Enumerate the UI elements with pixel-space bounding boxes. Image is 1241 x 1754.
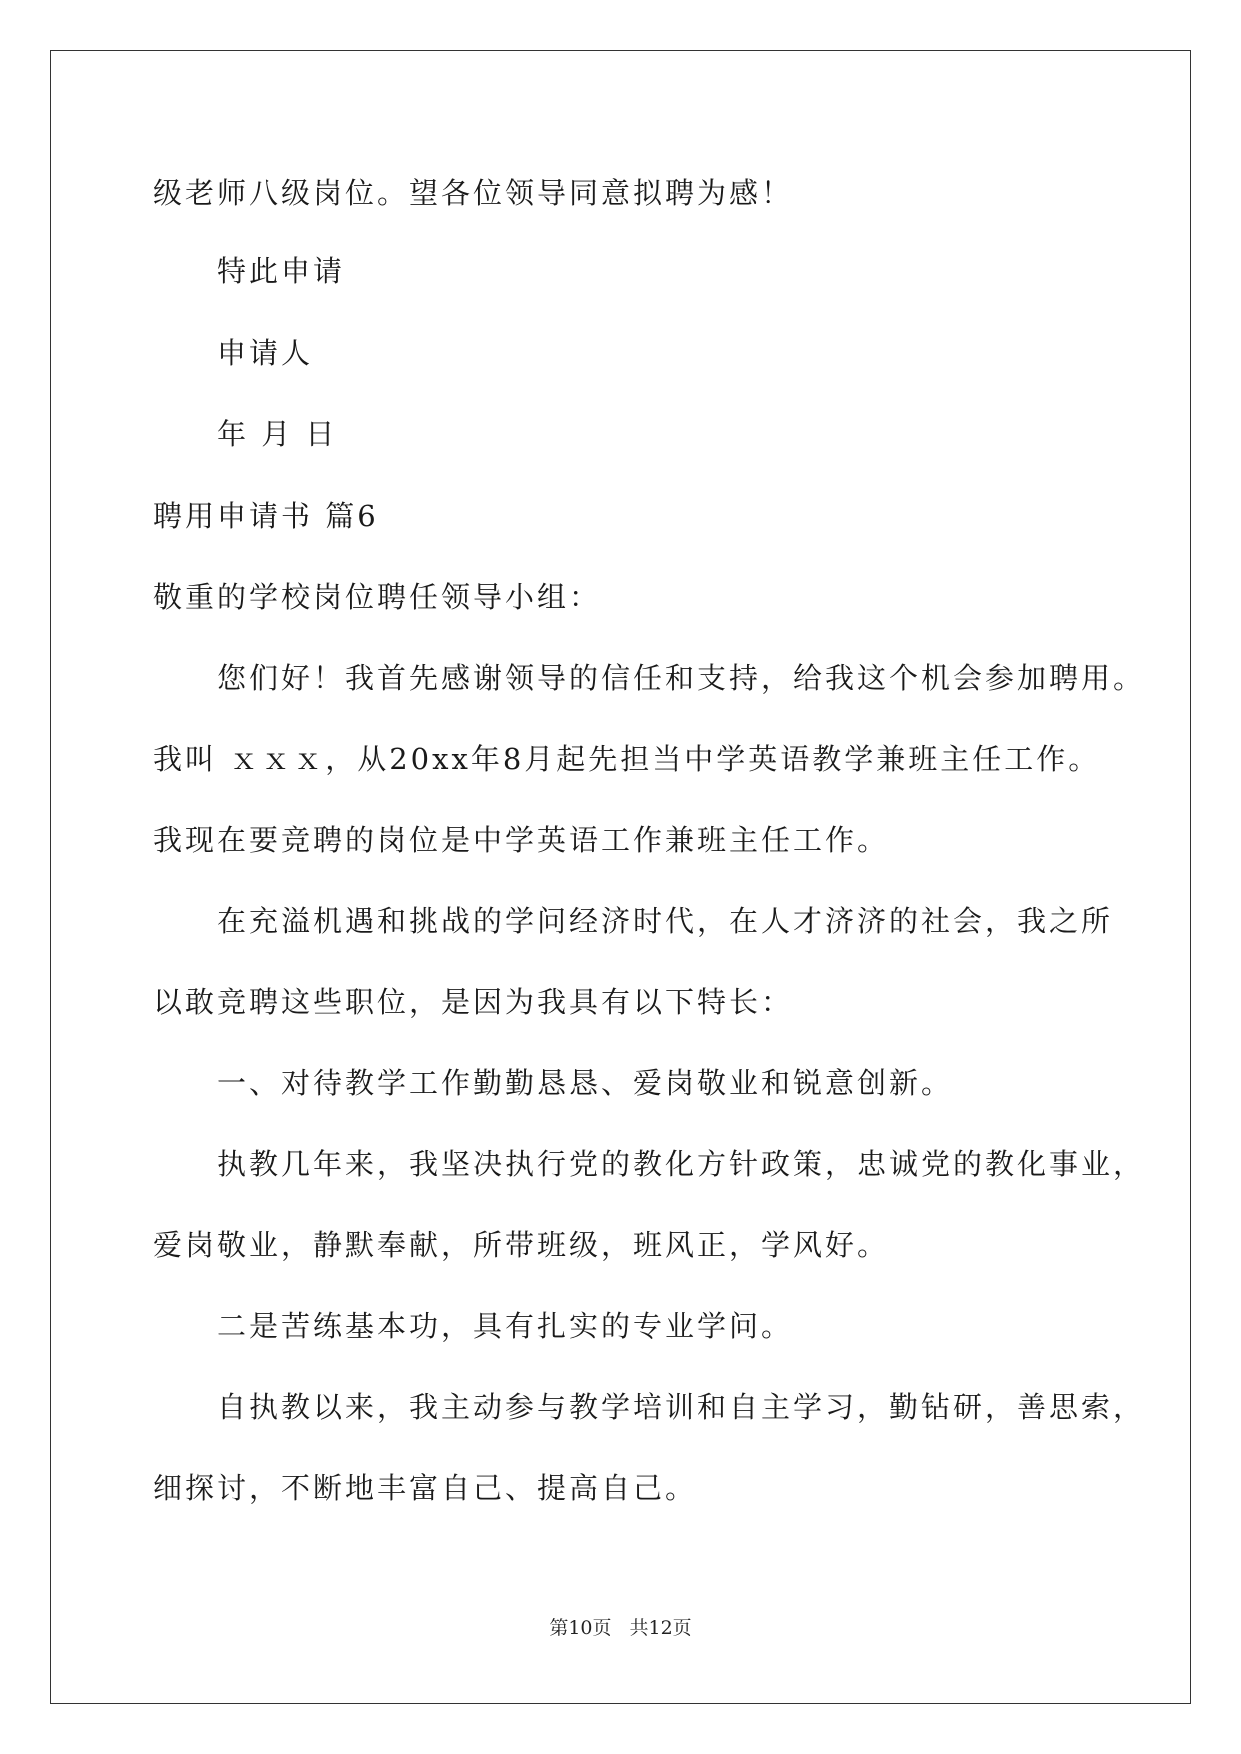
paragraph-line-10: 在充溢机遇和挑战的学问经济时代，在人才济济的社会，我之所 [217, 904, 1114, 938]
applicant-label: 申请人 [217, 336, 314, 370]
closing-request: 特此申请 [217, 254, 346, 288]
paragraph-line-8: 我叫 ｘｘｘ，从20xx年8月起先担当中学英语教学兼班主任工作。 [153, 742, 1101, 776]
date-label: 年 月 日 [217, 417, 338, 451]
paragraph-line-13: 执教几年来，我坚决执行党的教化方针政策，忠诚党的教化事业， [217, 1147, 1146, 1181]
paragraph-line-9: 我现在要竞聘的岗位是中学英语工作兼班主任工作。 [153, 823, 890, 857]
salutation: 敬重的学校岗位聘任领导小组： [153, 580, 602, 614]
paragraph-line-15: 二是苦练基本功，具有扎实的专业学问。 [217, 1309, 794, 1343]
page-frame [50, 50, 1191, 1704]
page-footer [0, 1616, 1241, 1640]
paragraph-line-12: 一、对待教学工作勤勤恳恳、爱岗敬业和锐意创新。 [217, 1066, 954, 1100]
paragraph-line-7: 您们好！我首先感谢领导的信任和支持，给我这个机会参加聘用。 [217, 661, 1146, 695]
page-total: 共12页 [629, 1617, 692, 1639]
section-heading: 聘用申请书 篇6 [153, 499, 379, 533]
paragraph-line-16: 自执教以来，我主动参与教学培训和自主学习，勤钻研，善思索， [217, 1390, 1146, 1424]
paragraph-line-11: 以敢竞聘这些职位，是因为我具有以下特长： [153, 985, 794, 1019]
page-number: 第10页 [549, 1617, 612, 1639]
paragraph-line-17: 细探讨，不断地丰富自己、提高自己。 [153, 1471, 698, 1505]
paragraph-line-1: 级老师八级岗位。望各位领导同意拟聘为感！ [153, 176, 794, 210]
paragraph-line-14: 爱岗敬业，静默奉献，所带班级，班风正，学风好。 [153, 1228, 890, 1262]
